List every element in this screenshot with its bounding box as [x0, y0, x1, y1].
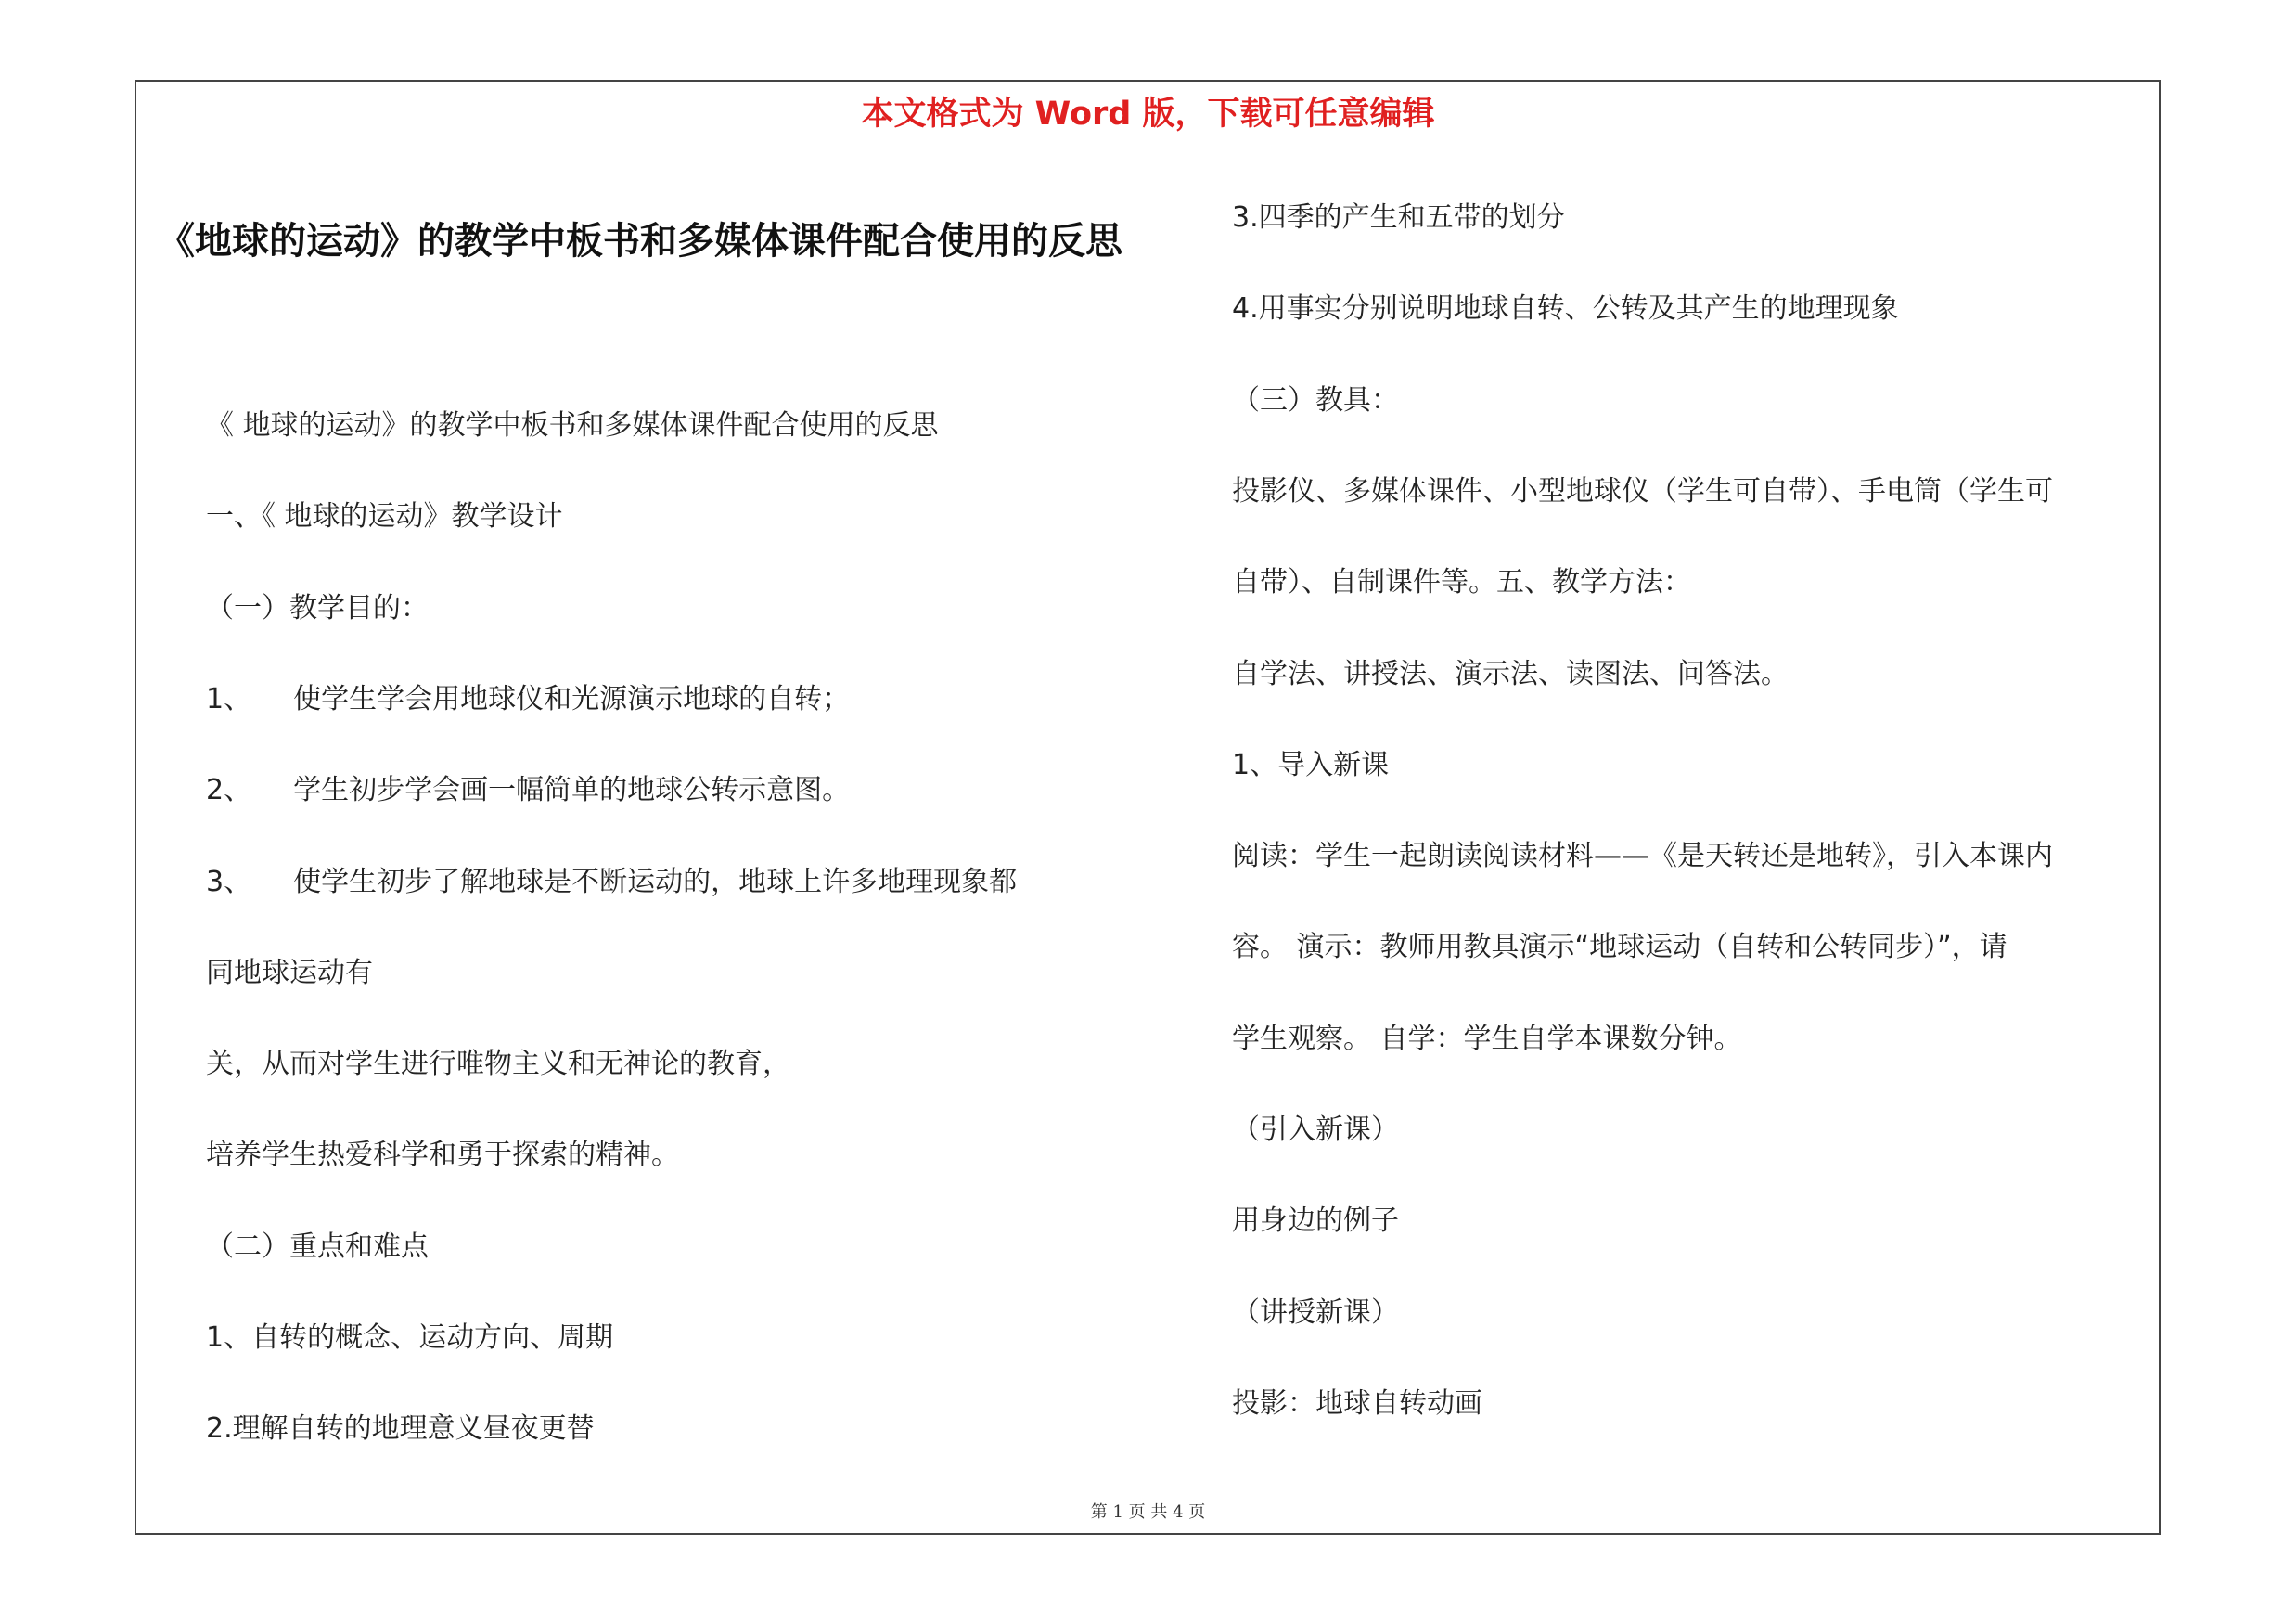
right-line-9: 容。 演示：教师用教具演示“地球运动（自转和公转同步）”，请 [1232, 931, 2007, 963]
left-line-7: 同地球运动有 [206, 957, 373, 989]
word-format-banner: 本文格式为 Word 版，下载可任意编辑 [861, 96, 1435, 133]
left-line-6: 3、 使学生初步了解地球是不断运动的，地球上许多地理现象都 [206, 866, 1018, 898]
right-line-11: （引入新课） [1232, 1114, 1399, 1146]
left-line-1: 《 地球的运动》的教学中板书和多媒体课件配合使用的反思 [206, 409, 939, 442]
document-title: 《地球的运动》的教学中板书和多媒体课件配合使用的反思 [158, 219, 1122, 263]
page-number-footer: 第 1 页 共 4 页 [1090, 1502, 1206, 1522]
left-line-12: 2.理解自转的地理意义昼夜更替 [206, 1412, 595, 1445]
right-line-12: 用身边的例子 [1232, 1204, 1399, 1237]
right-line-1: 3.四季的产生和五带的划分 [1232, 201, 1565, 234]
left-line-3: （一）教学目的： [206, 592, 429, 625]
right-line-13: （讲授新课） [1232, 1296, 1399, 1329]
left-line-10: （二）重点和难点 [206, 1230, 429, 1263]
right-line-4: 投影仪、多媒体课件、小型地球仪（学生可自带）、手电筒（学生可 [1232, 475, 2053, 508]
left-line-5: 2、 学生初步学会画一幅简单的地球公转示意图。 [206, 774, 851, 806]
right-line-3: （三）教具： [1232, 384, 1399, 417]
right-line-10: 学生观察。 自学：学生自学本课数分钟。 [1232, 1023, 1742, 1055]
right-line-5: 自带）、自制课件等。五、教学方法： [1232, 566, 1691, 599]
left-line-4: 1、 使学生学会用地球仪和光源演示地球的自转； [206, 683, 851, 715]
left-line-2: 一、《 地球的运动》教学设计 [206, 500, 563, 533]
left-line-8: 关，从而对学生进行唯物主义和无神论的教育， [206, 1048, 790, 1080]
right-line-2: 4.用事实分别说明地球自转、公转及其产生的地理现象 [1232, 292, 1899, 325]
right-line-8: 阅读：学生一起朗读阅读材料——《是天转还是地转》，引入本课内 [1232, 840, 2053, 872]
right-line-14: 投影：地球自转动画 [1232, 1387, 1482, 1420]
left-line-9: 培养学生热爱科学和勇于探索的精神。 [206, 1139, 679, 1171]
right-line-6: 自学法、讲授法、演示法、读图法、问答法。 [1232, 658, 1789, 690]
left-line-11: 1、自转的概念、运动方向、周期 [206, 1321, 614, 1354]
right-line-7: 1、导入新课 [1232, 749, 1390, 781]
